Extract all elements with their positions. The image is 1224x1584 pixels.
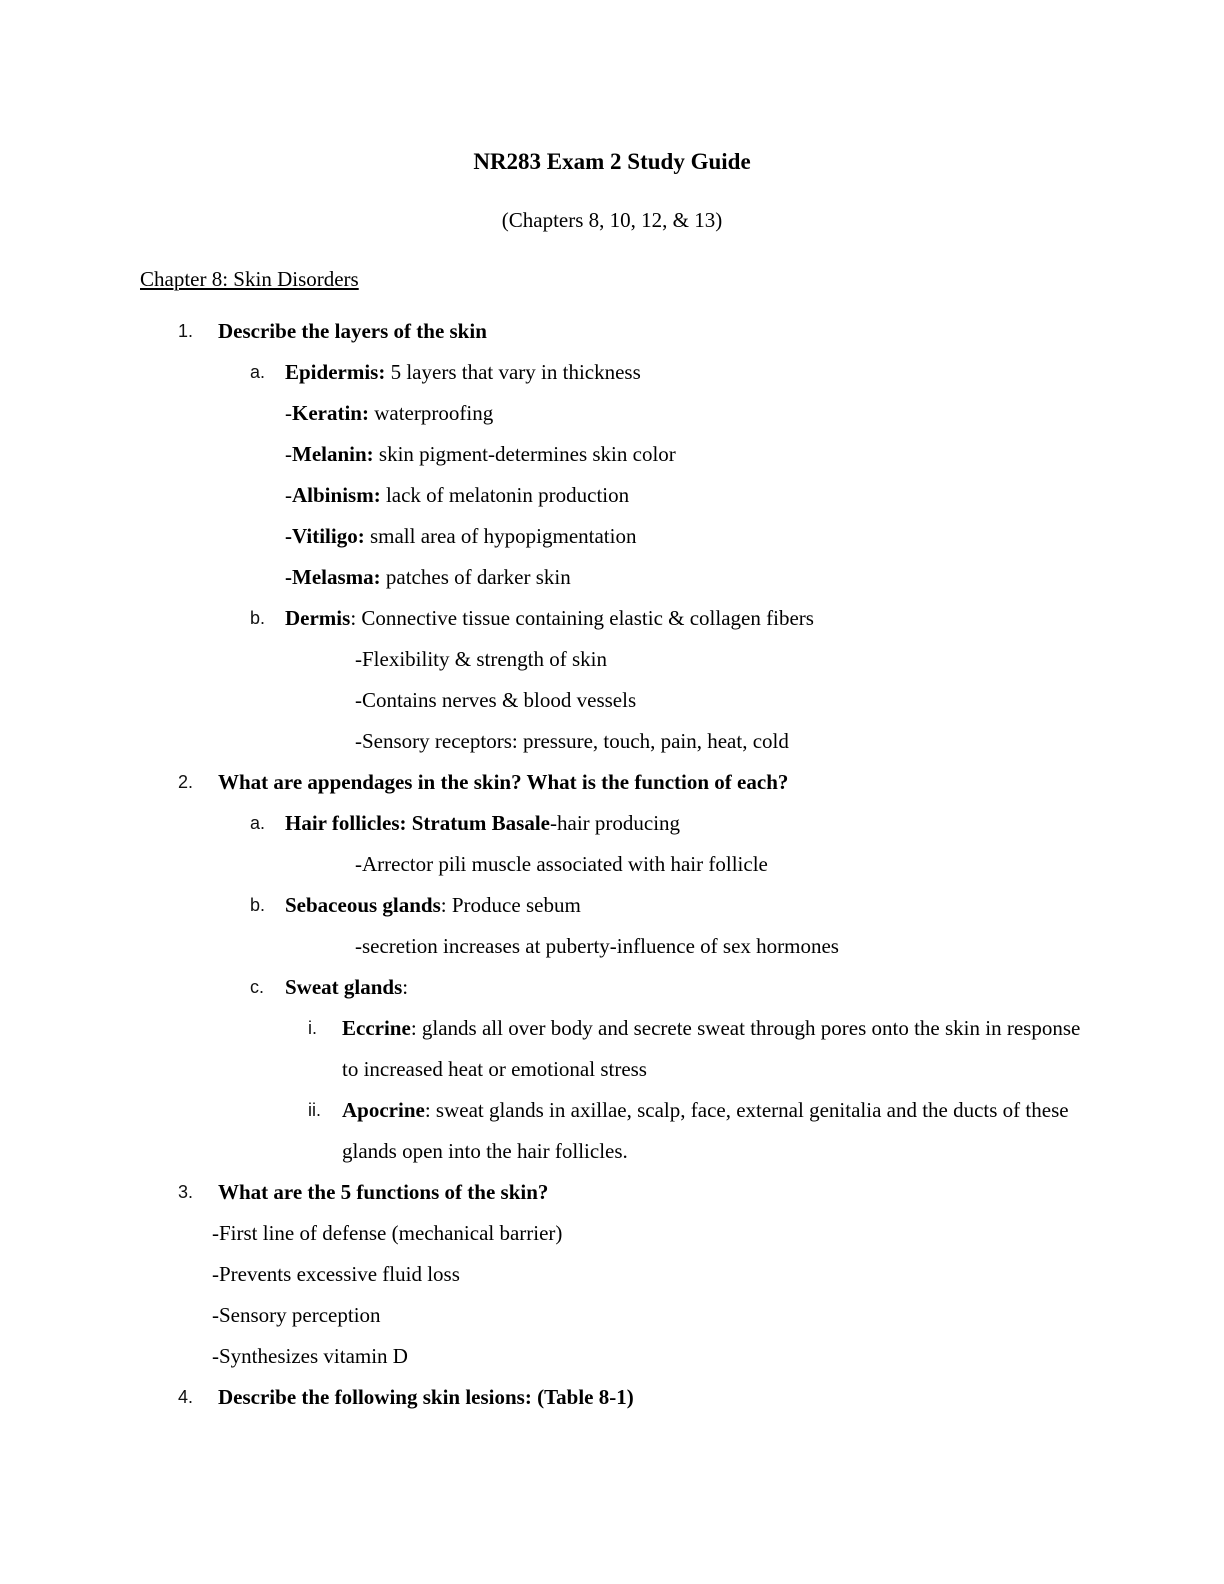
text-segment: Sweat glands [285,975,403,999]
detail-line [140,1295,1084,1336]
detail-line [140,926,1084,967]
text-segment: -Synthesizes vitamin D [212,1344,408,1368]
text-segment: small area of hypopigmentation [364,524,637,548]
text-segment: lack of melatonin production [380,483,630,507]
detail-line [140,721,1084,762]
text-segment: : glands all over body and secrete sweat through pores onto the skin in response to increased heat or emotional stress [342,1016,1081,1081]
roman-item-i [140,1008,1084,1090]
sub-item-b [140,885,1084,926]
list-marker: 3. [178,1182,194,1202]
list-marker: a. [250,813,266,833]
detail-line [140,1336,1084,1377]
list-marker: i. [308,1018,317,1038]
text-segment: -Melasma: [285,565,381,589]
detail-line [140,844,1084,885]
text-segment: -First line of defense (mechanical barrier) [212,1221,563,1245]
detail-line [140,434,1084,475]
text-segment: - [285,442,292,466]
list-item-4 [140,1377,1084,1418]
roman-item-ii [140,1090,1084,1172]
text-segment: -Vitiligo: [285,524,365,548]
detail-line [140,475,1084,516]
list-marker: c. [250,977,265,997]
text-segment: Eccrine [342,1016,411,1040]
text-segment: Melanin: [292,442,374,466]
sub-item-a [140,352,1084,393]
list-item-1 [140,311,1084,352]
text-segment: Epidermis: [285,360,386,384]
list-marker: ii. [308,1100,321,1120]
list-marker: b. [250,608,266,628]
text-segment: -secretion increases at puberty-influence of sex hormones [355,934,839,958]
text-segment: - [285,401,292,425]
sub-item-a [140,803,1084,844]
text-segment: -Flexibility & strength of skin [355,647,607,671]
text-segment: Apocrine [342,1098,425,1122]
text-segment: -hair producing [550,811,681,835]
doc-title: NR283 Exam 2 Study Guide [473,149,751,174]
text-segment: Describe the layers of the skin [218,319,487,343]
list-item-3 [140,1172,1084,1213]
text-segment: Hair follicles: Stratum Basale [285,811,550,835]
doc-subtitle: (Chapters 8, 10, 12, & 13) [501,208,723,232]
list-marker: 4. [178,1387,194,1407]
text-segment: -Arrector pili muscle associated with hair follicle [355,852,768,876]
text-segment: 5 layers that vary in thickness [385,360,641,384]
text-segment: -Prevents excessive fluid loss [212,1262,460,1286]
text-segment: : [402,975,409,999]
text-segment: Dermis [285,606,351,630]
text-segment: Describe the following skin lesions: (Table 8-1) [218,1385,634,1409]
list-marker: b. [250,895,266,915]
detail-line [140,557,1084,598]
detail-line [140,680,1084,721]
text-segment: -Contains nerves & blood vessels [355,688,637,712]
detail-line [140,516,1084,557]
sub-item-b [140,598,1084,639]
sub-item-c [140,967,1084,1008]
list-marker: 1. [178,321,194,341]
text-segment: What are appendages in the skin? What is the function of each? [218,770,789,794]
text-segment: : sweat glands in axillae, scalp, face, external genitalia and the ducts of these glands open into the hair follicles. [342,1098,1069,1163]
chapter-heading: Chapter 8: Skin Disorders [140,267,359,291]
text-segment: Sebaceous glands [285,893,441,917]
text-segment: skin pigment-determines skin color [373,442,676,466]
text-segment: waterproofing [368,401,494,425]
text-segment: -Sensory perception [212,1303,381,1327]
text-segment: Keratin: [292,401,369,425]
text-segment: : Produce sebum [440,893,581,917]
list-item-2 [140,762,1084,803]
outline-list [140,311,1084,1418]
text-segment: patches of darker skin [380,565,571,589]
text-segment: What are the 5 functions of the skin? [218,1180,549,1204]
detail-line [140,639,1084,680]
detail-line [140,1213,1084,1254]
text-segment: Albinism: [292,483,381,507]
list-marker: 2. [178,772,194,792]
text-segment: - [285,483,292,507]
text-segment: : Connective tissue containing elastic & collagen fibers [350,606,814,630]
text-segment: -Sensory receptors: pressure, touch, pain, heat, cold [355,729,789,753]
detail-line [140,393,1084,434]
detail-line [140,1254,1084,1295]
list-marker: a. [250,362,266,382]
